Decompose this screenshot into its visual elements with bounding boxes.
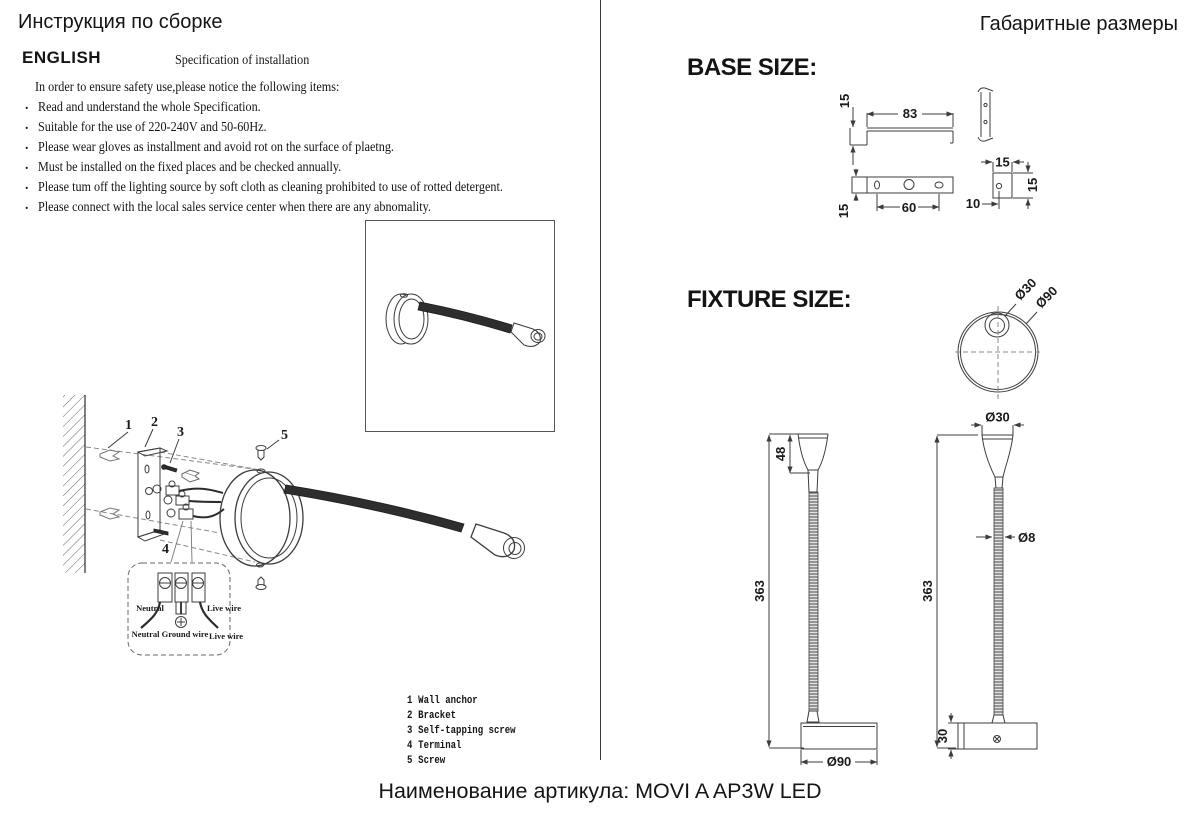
gooseneck-arm <box>809 492 818 711</box>
bracket-end-view <box>978 88 993 141</box>
legend-item: 2 Bracket <box>407 710 457 722</box>
elevation-side <box>752 434 877 769</box>
callout-5: 5 <box>281 428 288 443</box>
terminal-block <box>192 573 205 602</box>
lamp-head <box>511 323 540 346</box>
list-item: . Read and understand the whole Specification. <box>25 97 261 114</box>
dim-label: 363 <box>920 580 935 602</box>
side-plate-view <box>966 155 1040 212</box>
legend-item: 1 Wall anchor <box>407 695 478 707</box>
dim-label: 15 <box>1025 177 1040 193</box>
legend-item: 5 Screw <box>407 755 446 767</box>
list-item: . Please tum off the lighting source by soft cloth as cleaning prohibited to use of rotted detergent. <box>25 177 503 194</box>
dim-label: Ø8 <box>1018 530 1036 545</box>
dim-label: Ø90 <box>826 754 852 769</box>
self-tapping-screw-icon <box>162 465 177 472</box>
base-profile <box>958 723 1037 749</box>
terminal-block <box>175 573 188 614</box>
dim-label: 15 <box>995 154 1010 170</box>
mount-screw-top <box>256 446 266 461</box>
dim-label: 30 <box>935 728 950 744</box>
bracket <box>138 448 168 541</box>
gooseneck-arm <box>418 302 512 333</box>
alignment-dashed-lines <box>86 447 261 562</box>
language-label: ENGLISH <box>22 48 102 67</box>
safety-instructions <box>25 77 555 217</box>
ground-symbol <box>176 617 187 628</box>
fixture-elevations <box>720 405 1070 780</box>
list-item: . Please connect with the local sales service center when there are any abnomality. <box>25 197 431 214</box>
wire-label: Neutral <box>136 603 164 613</box>
lamp-head-profile <box>798 434 828 492</box>
dim-label: 83 <box>902 106 918 121</box>
gooseneck-arm <box>994 488 1003 715</box>
wire-label: Live wire <box>206 603 242 613</box>
dim-label: 60 <box>901 200 917 215</box>
legend-item: 3 Self-tapping screw <box>407 725 516 737</box>
assembly-diagram <box>40 390 560 680</box>
fixture-front-view <box>930 275 1070 410</box>
callout-4: 4 <box>162 542 169 557</box>
callout-1: 1 <box>125 418 132 433</box>
callout-2: 2 <box>151 415 158 430</box>
column-divider <box>600 0 601 760</box>
terminal-block <box>158 573 172 602</box>
base-size-heading: BASE SIZE: <box>687 54 817 81</box>
terminal-detail-box <box>128 563 243 655</box>
base-profile <box>801 723 877 749</box>
wall-anchor-icons <box>100 450 119 519</box>
dim-label: 15 <box>837 93 852 109</box>
part-callouts <box>108 415 288 557</box>
dim-label: 363 <box>752 580 767 602</box>
bracket-side-view <box>837 94 953 165</box>
dim-label: 10 <box>965 196 981 211</box>
dim-label: Ø90 <box>1032 283 1061 312</box>
wall-lamp-drawing <box>386 294 545 347</box>
wire-label: Live wire <box>208 631 244 641</box>
elevation-front <box>920 410 1037 760</box>
callout-3: 3 <box>177 425 184 440</box>
lamp-head <box>471 524 525 559</box>
wall <box>63 395 85 573</box>
anchor-icon <box>182 470 199 482</box>
lamp-head-profile <box>982 435 1013 488</box>
wire-label: Neutral Ground wire <box>131 629 209 639</box>
base-size-drawing <box>830 85 1070 220</box>
spec-intro: In order to ensure safety use,please notice the following items: <box>35 79 340 94</box>
legend-item: 4 Terminal <box>407 740 462 752</box>
bracket-plan-view <box>836 169 953 218</box>
article-name: Наименование артикула: MOVI A AP3W LED <box>378 779 822 803</box>
dim-label: Ø30 <box>985 409 1010 425</box>
dim-label: 15 <box>836 203 851 219</box>
list-item: . Suitable for the use of 220-240V and 50-60Hz. <box>25 117 267 134</box>
list-item: . Must be installed on the fixed places and be checked annually. <box>25 157 342 174</box>
spec-subtitle: Specification of installation <box>175 52 310 67</box>
list-item: . Please wear gloves as installment and avoid rot on the surface of plaetng. <box>25 137 394 154</box>
gooseneck-arm <box>284 485 464 532</box>
dimensions-title-ru: Габаритные размеры <box>979 13 1178 35</box>
mount-screw-bottom <box>256 577 266 590</box>
dim-label: Ø30 <box>1011 275 1040 304</box>
page-title-ru: Инструкция по сборке <box>18 11 223 33</box>
lamp-base <box>220 469 303 567</box>
fixture-size-heading: FIXTURE SIZE: <box>687 286 852 313</box>
dim-label: 48 <box>773 446 788 462</box>
parts-legend <box>407 694 539 769</box>
